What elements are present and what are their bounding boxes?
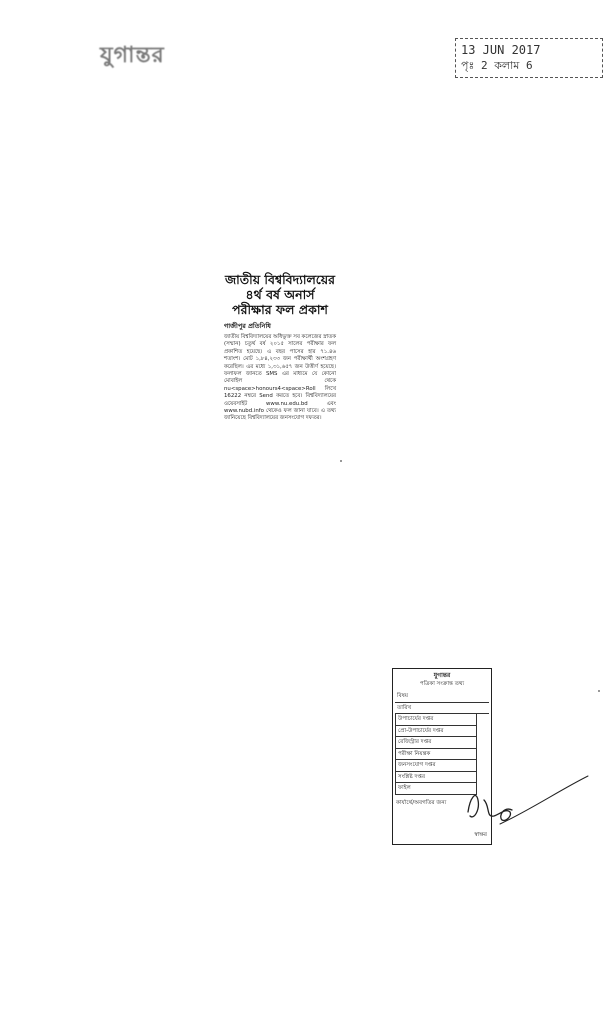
article-byline: গাজীপুর প্রতিনিধি xyxy=(224,322,271,330)
form-row: রেজিস্ট্রার দপ্তর xyxy=(395,737,477,749)
date-stamp-page: পৃঃ 2 কলাম 6 xyxy=(461,59,533,72)
form-row: বিষয় xyxy=(395,691,489,703)
date-stamp xyxy=(455,38,603,78)
scan-speck xyxy=(340,460,342,462)
date-stamp-date: 13 JUN 2017 xyxy=(461,43,541,57)
newspaper-masthead: যুগান্তর xyxy=(100,42,165,68)
form-row: প্রো-উপাচার্যের দপ্তর xyxy=(395,726,477,738)
scan-speck xyxy=(598,690,600,692)
form-header xyxy=(393,669,491,688)
form-row: পরীক্ষা নিয়ন্ত্রক xyxy=(395,749,477,761)
form-row: উপাচার্যের দপ্তর xyxy=(395,714,477,726)
form-row: সংশ্লিষ্ট দপ্তর xyxy=(395,772,477,784)
news-clipping xyxy=(224,272,336,423)
form-note: কার্যার্থে/অবগতির জন্য xyxy=(396,799,447,806)
form-sign-label: স্বাক্ষর xyxy=(474,832,487,838)
article-headline: জাতীয় বিশ্ববিদ্যালয়ের ৪র্থ বর্ষ অনার্স পরীক্ষার ফল প্রকাশ xyxy=(224,272,336,317)
form-subtitle: পত্রিকা সংক্রান্ত তথ্য xyxy=(419,681,465,687)
form-title: যুগান্তর xyxy=(433,672,451,679)
form-row: জনসংযোগ দপ্তর xyxy=(395,760,477,772)
form-row: ফাইল xyxy=(395,783,477,795)
article-body: জাতীয় বিশ্ববিদ্যালয়ের অধিভুক্ত সব কলেজের স্নাতক (সম্মান) চতুর্থ বর্ষ ২০১৫ সালের পরীক্ষার ফল প্রকাশিত হয়েছে। এ বছর পাসের হার ৭১.৪৬ শতাংশ। মোট ১,৮৪,২৩৩ জন পরীক্ষার্থী অংশগ্রহণ করেছিল। এর মধ্যে ১,৩১,৬৫৭ জন উত্তীর্ণ হয়েছে। ফলাফল জানতে SMS এর মাধ্যমে যে কোনো মোবাইল থেকে nu<space>honours4<space>Roll লিখে 16222 নম্বরে Send করতে হবে। বিশ্ববিদ্যালয়ের ওয়েবসাইট www.nu.edu.bd এবং www.nubd.info থেকেও ফল জানা যাবে। এ তথ্য জানিয়েছে বিশ্ববিদ্যালয়ের জনসংযোগ দফতর। xyxy=(224,334,336,422)
handwritten-signature xyxy=(440,770,590,840)
form-row: তারিখ xyxy=(395,703,489,715)
